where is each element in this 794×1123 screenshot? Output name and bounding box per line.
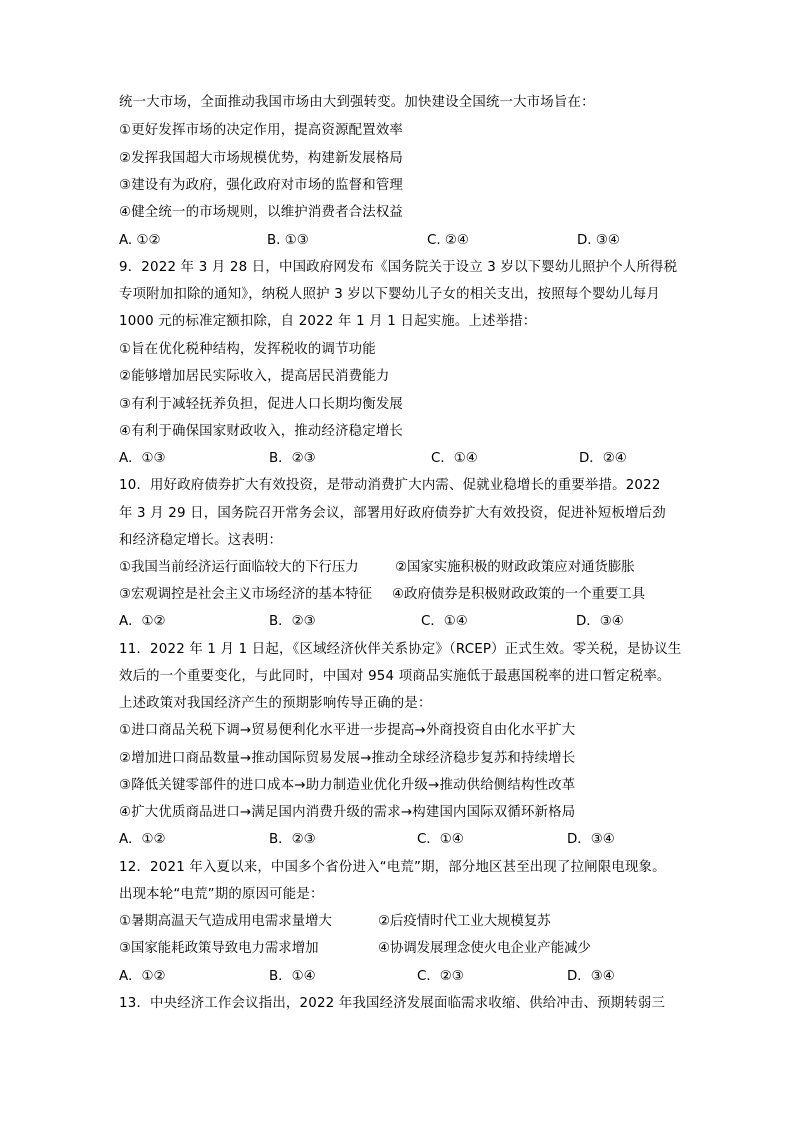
q11-item-3: ③降低关键零部件的进口成本→助力制造业优化升级→推动供给侧结构性改革 (119, 778, 576, 793)
q9-option-c[interactable]: C．①④ (431, 451, 478, 466)
q9-option-d[interactable]: D．②④ (579, 451, 627, 466)
q11-option-a[interactable]: A．①② (119, 832, 166, 847)
q9-stem-line-1: 9．2022 年 3 月 28 日，中国政府网发布《国务院关于设立 3 岁以下婴幼儿照护个人所得税 (119, 260, 678, 275)
q11-item-4: ④扩大优质商品进口→满足国内消费升级的需求→构建国内国际双循环新格局 (119, 805, 576, 820)
q8-option-c[interactable]: C. ②④ (427, 233, 469, 248)
q12-items-row-2 (119, 935, 679, 962)
q12-option-d[interactable]: D．③④ (567, 969, 615, 984)
q12-option-c[interactable]: C．②③ (417, 969, 464, 984)
q12-item-3: ③国家能耗政策导致电力需求增加 (119, 941, 319, 956)
q11-option-b[interactable]: B．②③ (269, 832, 316, 847)
q11-item-1: ①进口商品关税下调→贸易便利化水平进一步提高→外商投资自由化水平扩大 (119, 723, 576, 738)
q11-stem-line-1: 11．2022 年 1 月 1 日起，《区域经济伙伴关系协定》（RCEP）正式生效。零关税，是协议生 (119, 642, 682, 657)
q12-item-1: ①暑期高温天气造成用电需求量增大 (119, 914, 332, 929)
q11-options (119, 826, 679, 853)
q8-item-1: ①更好发挥市场的决定作用，提高资源配置效率 (119, 123, 404, 138)
q9-item-3: ③有利于减轻抚养负担，促进人口长期均衡发展 (119, 397, 404, 412)
q12-option-b[interactable]: B．①④ (269, 969, 316, 984)
q10-option-b[interactable]: B．②③ (269, 614, 316, 629)
q10-stem-line-3: 和经济稳定增长。这表明： (119, 533, 283, 548)
q10-items-row-1 (119, 554, 679, 581)
q12-option-a[interactable]: A．①② (119, 969, 166, 984)
q8-item-4: ④健全统一的市场规则，以维护消费者合法权益 (119, 205, 404, 220)
q11-option-d[interactable]: D．③④ (567, 832, 615, 847)
q9-stem-line-2: 专项附加扣除的通知》，纳税人照护 3 岁以下婴幼儿子女的相关支出，按照每个婴幼儿每月 (119, 287, 660, 302)
q8-item-3: ③建设有为政府，强化政府对市场的监督和管理 (119, 178, 404, 193)
q10-option-a[interactable]: A．①② (119, 614, 166, 629)
q12-stem-line-2: 出现本轮“电荒”期的原因可能是： (119, 887, 324, 902)
q10-stem-line-1: 10．用好政府债券扩大有效投资，是带动消费扩大内需、促就业稳增长的重要举措。2022 (119, 478, 661, 493)
q10-stem-line-2: 年 3 月 29 日，国务院召开常务会议，部署用好政府债券扩大有效投资，促进补短板增后劲 (119, 506, 666, 521)
q11-stem-line-2: 效后的一个重要变化，与此同时，中国对 954 项商品实施低于最惠国税率的进口暂定税率。 (119, 669, 671, 684)
q10-options (119, 608, 679, 635)
q12-options (119, 963, 679, 990)
q10-option-c[interactable]: C．①④ (421, 614, 468, 629)
q9-item-4: ④有利于确保国家财政收入，推动经济稳定增长 (119, 424, 404, 439)
q10-item-4: ④政府债券是积极财政政策的一个重要工具 (392, 587, 646, 602)
q8-option-b[interactable]: B. ①③ (267, 233, 309, 248)
q12-item-4: ④协调发展理念使火电企业产能减少 (378, 941, 591, 956)
q11-item-2: ②增加进口商品数量→推动国际贸易发展→推动全球经济稳步复苏和持续增长 (119, 751, 576, 766)
q9-option-b[interactable]: B．②③ (269, 451, 316, 466)
q13-stem-line-1: 13．中央经济工作会议指出，2022 年我国经济发展面临需求收缩、供给冲击、预期转弱三 (119, 996, 666, 1011)
q8-option-d[interactable]: D. ③④ (577, 233, 620, 248)
q10-option-d[interactable]: D．③④ (576, 614, 624, 629)
q10-items-row-2 (119, 581, 679, 608)
q9-options (119, 445, 679, 472)
q9-stem-line-3: 1000 元的标准定额扣除，自 2022 年 1 月 1 日起实施。上述举措： (119, 314, 537, 329)
q8-stem: 统一大市场，全面推动我国市场由大到强转变。加快建设全国统一大市场旨在： (119, 95, 595, 110)
q9-option-a[interactable]: A．①③ (119, 451, 166, 466)
q8-item-2: ②发挥我国超大市场规模优势，构建新发展格局 (119, 151, 404, 166)
q10-item-3: ③宏观调控是社会主义市场经济的基本特征 (119, 587, 373, 602)
q9-item-2: ②能够增加居民实际收入，提高居民消费能力 (119, 369, 390, 384)
q9-item-1: ①旨在优化税种结构，发挥税收的调节功能 (119, 342, 376, 357)
q10-item-2: ②国家实施积极的财政政策应对通货膨胀 (395, 560, 635, 575)
q11-stem-line-3: 上述政策对我国经济产生的预期影响传导正确的是： (119, 696, 432, 711)
q11-option-c[interactable]: C．①④ (417, 832, 464, 847)
q12-items-row-1 (119, 908, 679, 935)
q8-option-a[interactable]: A. ①② (119, 233, 161, 248)
q12-stem-line-1: 12．2021 年入夏以来，中国多个省份进入“电荒”期，部分地区甚至出现了拉闸限电现象。 (119, 860, 666, 875)
q10-item-1: ①我国当前经济运行面临较大的下行压力 (119, 560, 359, 575)
q8-options (119, 227, 679, 254)
q12-item-2: ②后疫情时代工业大规模复苏 (378, 914, 551, 929)
